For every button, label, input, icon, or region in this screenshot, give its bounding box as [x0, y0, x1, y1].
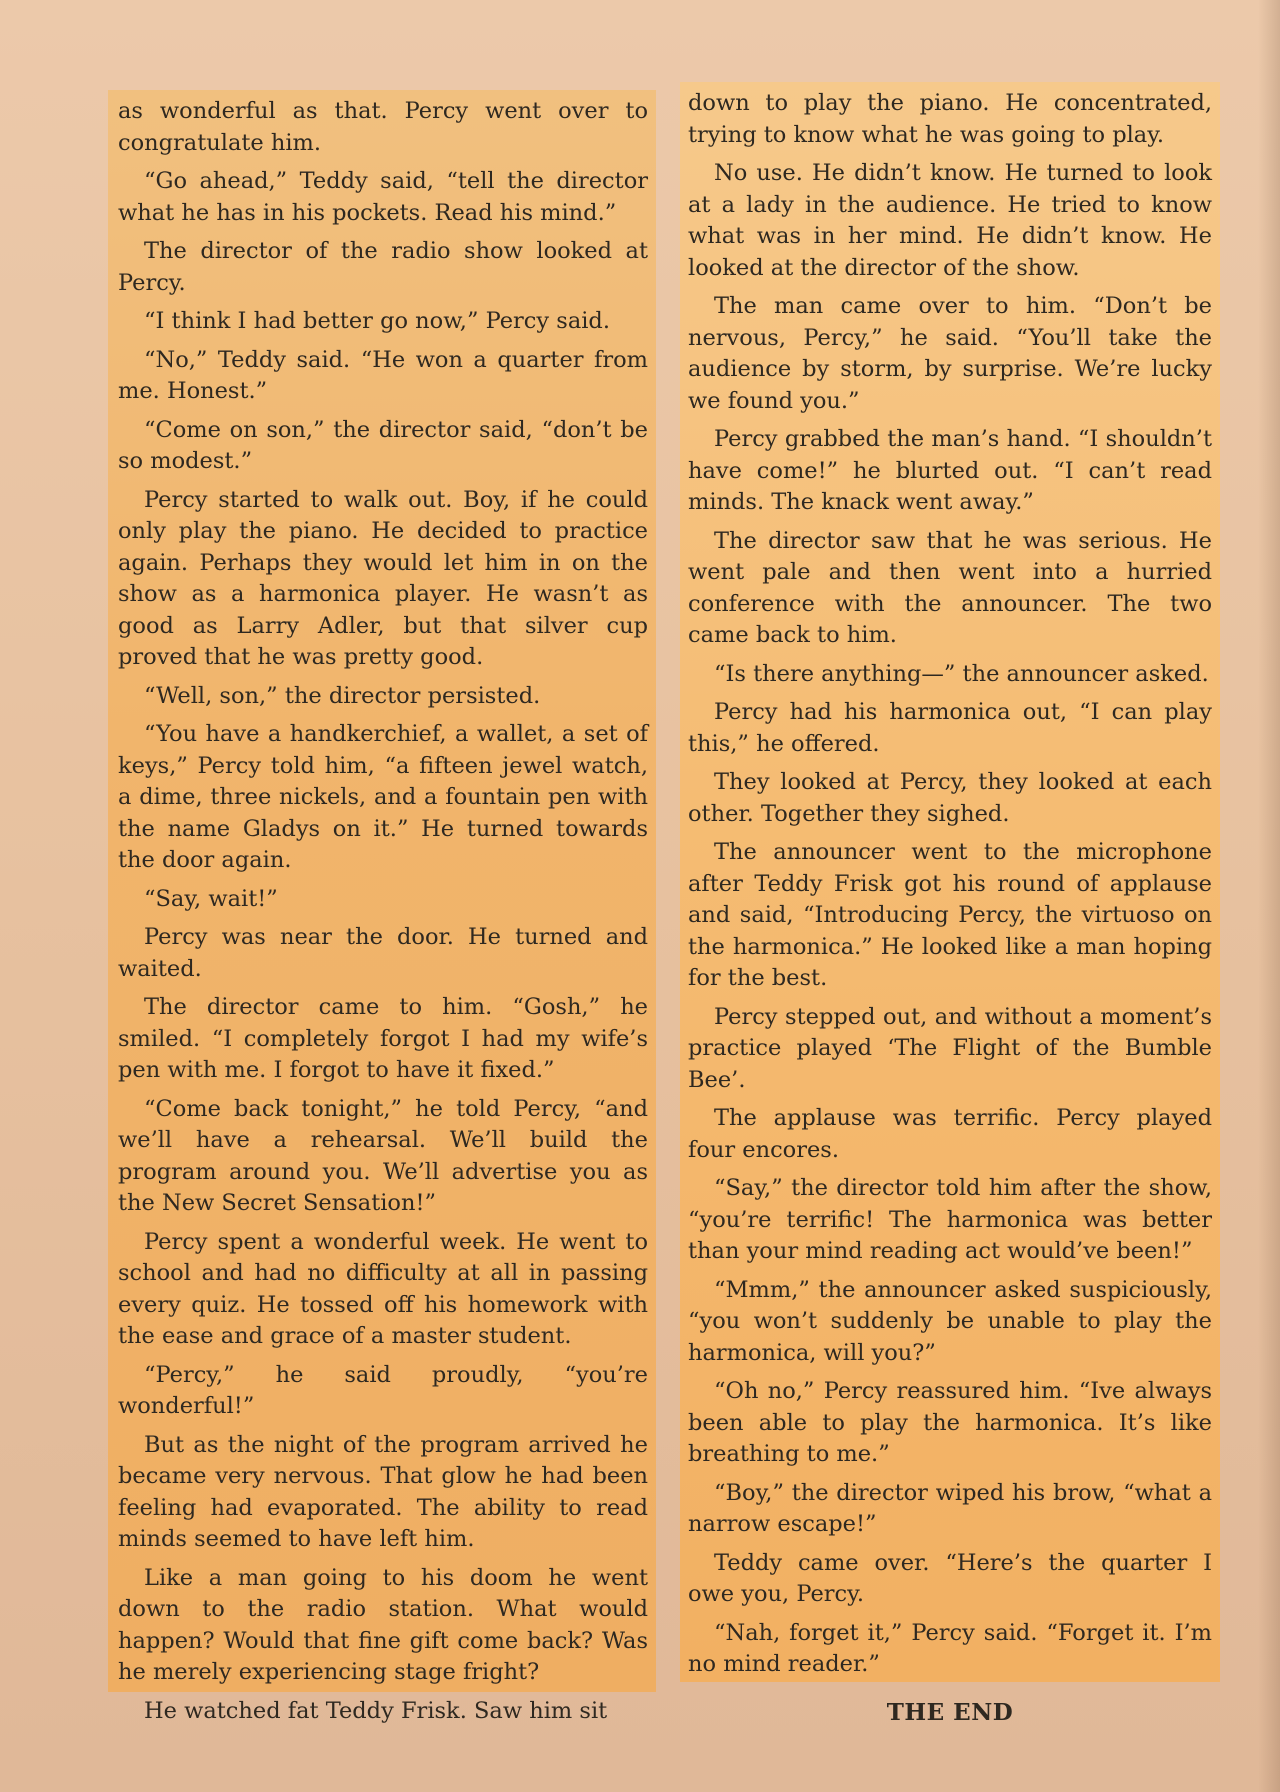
paragraph: He watched fat Teddy Frisk. Saw him sit [144, 1697, 608, 1724]
paragraph: But as the night of the program arrived he became very nervous. That glow he had been feeling had evaporated. The ability to read minds seemed to have left him. [118, 1431, 648, 1552]
right-text-column [680, 82, 1220, 1726]
paragraph: The director came to him. “Gosh,” he smiled. “I completely forgot I had my wife’s pen with me. I forgot to have it fixed.” [118, 994, 648, 1083]
paragraph: Percy grabbed the man’s hand. “I shouldn’t have come!” he blurted out. “I can’t read minds. The knack went away.” [688, 426, 1212, 515]
paragraph: “Boy,” the director wiped his brow, “what a narrow escape!” [688, 1479, 1212, 1537]
paragraph: “Percy,” he said proudly, “you’re wonderful!” [118, 1361, 648, 1419]
paragraph: The director of the radio show looked at Percy. [118, 238, 648, 296]
left-text-column [108, 90, 656, 1724]
paragraph: “I think I had better go now,” Percy said. [144, 308, 610, 334]
paragraph: Percy spent a wonderful week. He went to school and had no difficulty at all in passing every quiz. He tossed off his homework with the ease and grace of a master student. [118, 1228, 648, 1349]
paragraph: No use. He didn’t know. He turned to look at a lady in the audience. He tried to know what was in her mind. He didn’t know. He looked at the director of the show. [688, 160, 1212, 281]
paragraph: “Oh no,” Percy reassured him. “Ive always been able to play the harmonica. It’s like breathing to me.” [688, 1378, 1212, 1467]
paragraph: The applause was terrific. Percy played four encores. [688, 1105, 1212, 1163]
paragraph: Percy started to walk out. Boy, if he could only play the piano. He decided to practice again. Perhaps they would let him in on the show as a harmonica player. He wasn’t as good as Larry Adler, but that silver cup proved that he was pretty good. [118, 486, 648, 670]
page-edge-shadow [1258, 0, 1280, 1792]
paragraph: “Come back tonight,” he told Percy, “and we’ll have a rehearsal. We’ll build the program around you. We’ll advertise you as the New Secret Sensation!” [118, 1095, 648, 1216]
paragraph: “Is there anything—” the announcer asked. [714, 660, 1209, 687]
paragraph: The man came over to him. “Don’t be nervous, Percy,” he said. “You’ll take the audience by storm, by surprise. We’re lucky we found you.” [688, 293, 1212, 414]
paragraph: Like a man going to his doom he went down to the radio station. What would happen? Would that fine gift come back? Was he merely experiencing stage fright? [118, 1564, 648, 1685]
paragraph: Percy stepped out, and without a moment’s practice played ‘The Flight of the Bumble Bee’. [688, 1003, 1212, 1093]
paragraph: down to play the piano. He concentrated, trying to know what he was going to play. [688, 90, 1212, 148]
paragraph: “You have a handkerchief, a wallet, a set of keys,” Percy told him, “a fifteen jewel watch, a dime, three nickels, and a fountain pen with the name Gladys on it.” He turned towards the door again. [118, 721, 648, 873]
paragraph: “No,” Teddy said. “He won a quarter from me. Honest.” [118, 346, 648, 404]
paragraph: “Mmm,” the announcer asked suspiciously, “you won’t suddenly be unable to play the harmonica, will you?” [688, 1276, 1212, 1366]
paragraph: as wonderful as that. Percy went over to congratulate him. [118, 98, 648, 156]
paragraph: They looked at Percy, they looked at each other. Together they sighed. [688, 769, 1212, 827]
paragraph: “Nah, forget it,” Percy said. “Forget it. I’m no mind reader.” [688, 1619, 1212, 1677]
paragraph: The director saw that he was serious. He went pale and then went into a hurried conference with the announcer. The two came back to him. [688, 527, 1212, 648]
paragraph: “Go ahead,” Teddy said, “tell the director what he has in his pockets. Read his mind.” [118, 168, 648, 226]
the-end-label: THE END [886, 1698, 1014, 1726]
paragraph: “Say, wait!” [144, 885, 278, 912]
paragraph: “Come on son,” the director said, “don’t be so modest.” [118, 416, 648, 474]
paragraph: “Say,” the director told him after the show, “you’re terrific! The harmonica was better than your mind reading act would’ve been!” [688, 1175, 1212, 1264]
paragraph: “Well, son,” the director persisted. [144, 682, 541, 709]
paragraph: Teddy came over. “Here’s the quarter I owe you, Percy. [688, 1549, 1212, 1607]
paragraph: Percy had his harmonica out, “I can play this,” he offered. [688, 699, 1212, 757]
paragraph: Percy was near the door. He turned and waited. [118, 924, 648, 982]
paragraph: The announcer went to the microphone after Teddy Frisk got his round of applause and said, “Introducing Percy, the virtuoso on the harmonica.” He looked like a man hoping for the best. [688, 839, 1212, 991]
